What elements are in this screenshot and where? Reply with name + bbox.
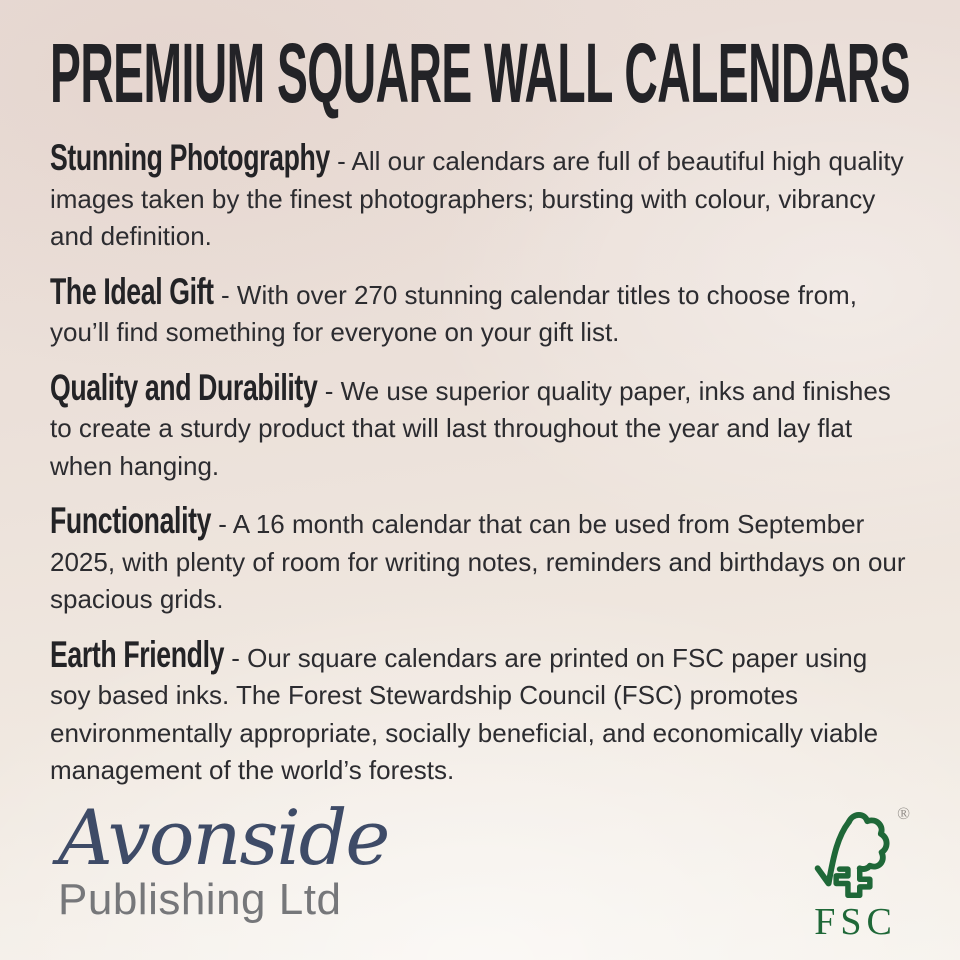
publisher-subtitle: Publishing Ltd: [58, 875, 342, 924]
section-heading: Stunning Photography: [50, 137, 330, 179]
section-body: - Our square calendars are printed on FSC paper using soy based inks. The Forest Stewardship Council (FSC) promotes environmentally appropriate, socially beneficial, and economically viable management of the world’s forests.: [50, 642, 879, 786]
section-body: - We use superior quality paper, inks and finishes to create a sturdy product that will last throughout the year and lay flat when hanging.: [50, 375, 891, 481]
publisher-logo: [58, 793, 389, 924]
section-stunning-photography: [50, 139, 908, 256]
fsc-logo: [788, 806, 918, 944]
section-earth-friendly: [50, 633, 908, 790]
section-functionality: [50, 502, 908, 619]
section-heading: Quality and Durability: [50, 366, 318, 408]
footer: [0, 793, 960, 960]
section-heading: The Ideal Gift: [50, 270, 214, 312]
fsc-label: FSC: [814, 901, 897, 943]
registered-trademark-symbol: ®: [897, 804, 910, 823]
page-title: PREMIUM SQUARE WALL CALENDARS: [50, 26, 910, 120]
section-heading: Earth Friendly: [50, 633, 225, 675]
section-paragraph: [50, 270, 908, 352]
publisher-name: Avonside: [58, 793, 389, 882]
section-quality-durability: [50, 366, 908, 486]
section-paragraph: [50, 139, 908, 256]
section-heading: Functionality: [50, 500, 212, 542]
section-body: - A 16 month calendar that can be used from September 2025, with plenty of room for writing notes, reminders and birthdays on our spacious grids.: [50, 509, 906, 615]
section-ideal-gift: [50, 270, 908, 352]
section-body: - All our calendars are full of beautiful high quality images taken by the finest photographers; bursting with colour, vibrancy and definition.: [50, 146, 904, 252]
section-paragraph: [50, 366, 908, 486]
section-body: - With over 270 stunning calendar titles to choose from, you’ll find something for everyone on your gift list.: [50, 279, 857, 348]
section-paragraph: [50, 502, 908, 619]
section-paragraph: [50, 633, 908, 790]
